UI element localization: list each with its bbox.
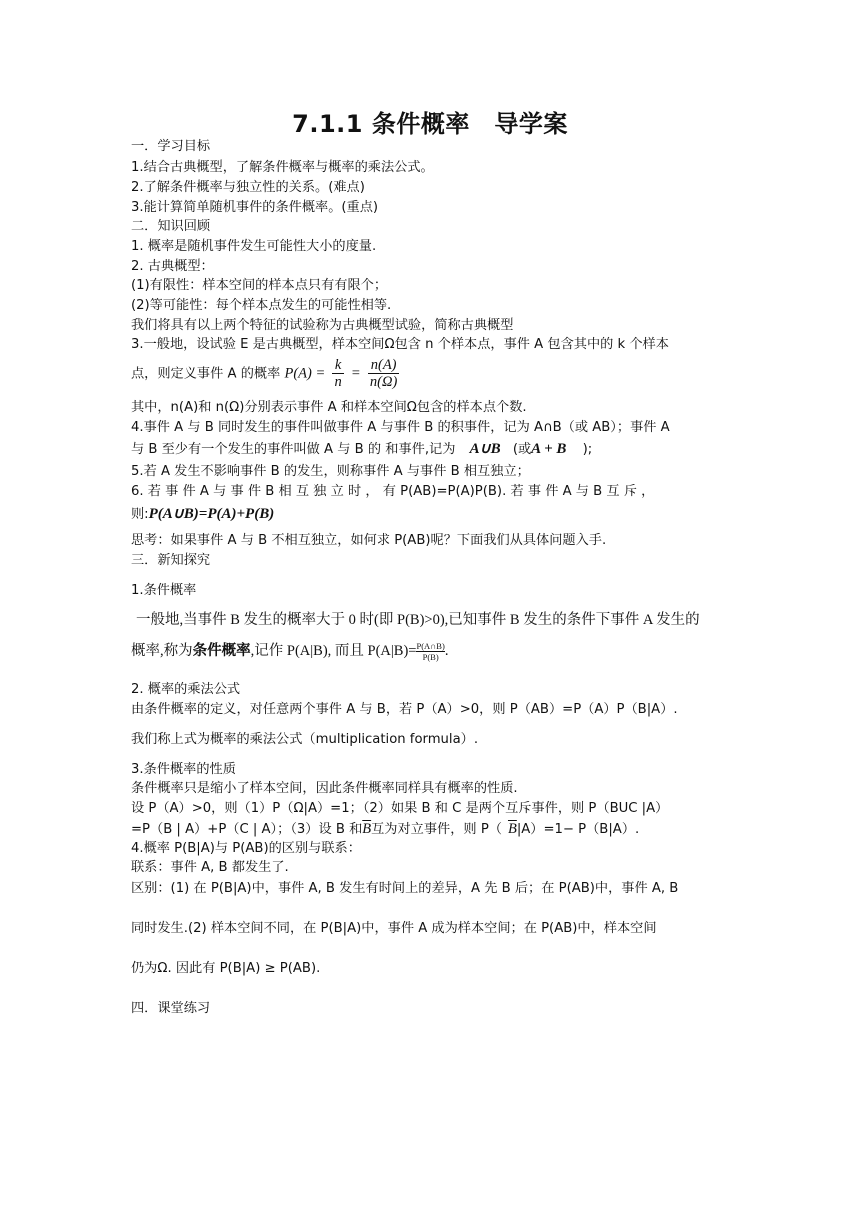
section-3-heading: 三．新知探究 <box>131 553 211 568</box>
review-point-6-line1: 6. 若 事 件 A 与 事 件 B 相 互 独 立 时 ， 有 P(AB)=P(A)P(B). 若 事 件 A 与 B 互 斥 ， <box>131 484 655 499</box>
definition-line1: 一般地,当事件 B 发生的概率大于 0 时(即 P(B)>0),已知事件 B 发生的条件下事件 A 发生的 <box>136 612 700 628</box>
subsection-properties: 3.条件概率的性质 <box>131 762 236 777</box>
review-point-3-line1: 3.一般地，设试验 E 是古典概型，样本空间Ω包含 n 个样本点，事件 A 包含其中的 k 个样本 <box>131 337 669 352</box>
mutually-exclusive-formula: P(A∪B)=P(A)+P(B) <box>148 506 275 522</box>
goal-item-3: 3.能计算简单随机事件的条件概率。(重点) <box>131 200 379 215</box>
difference-line1: 区别：(1) 在 P(B|A)中，事件 A, B 发生有时间上的差异，A 先 B 后；在 P(AB)中，事件 A, B <box>131 881 679 896</box>
section-2-heading: 二．知识回顾 <box>131 219 211 234</box>
page-title: 7.1.1 条件概率 导学案 <box>292 110 568 138</box>
denominator-n: n <box>334 374 342 390</box>
goal-item-1: 1.结合古典概型，了解条件概率与概率的乘法公式。 <box>131 160 434 175</box>
section-1-heading: 一．学习目标 <box>131 139 211 154</box>
then-text: 则: <box>131 507 149 522</box>
subsection-multiplication-formula: 2. 概率的乘法公式 <box>131 682 241 697</box>
difference-line2: 同时发生.(2) 样本空间不同，在 P(B|A)中，事件 A 成为样本空间；在 P(AB)中，样本空间 <box>131 921 657 936</box>
review-point-3-line3: 其中，n(A)和 n(Ω)分别表示事件 A 和样本空间Ω包含的样本点个数. <box>131 400 527 415</box>
review-point-4-line1: 4.事件 A 与 B 同时发生的事件叫做事件 A 与事件 B 的积事件，记为 A∩B（或 AB）；事件 A <box>131 420 670 435</box>
definition-line2 <box>131 641 448 662</box>
properties-line3-mid: 互为对立事件，则 P（ <box>371 822 502 837</box>
or-text: (或 <box>512 442 532 457</box>
numerator-nA: n(A) <box>368 357 399 374</box>
definition-end: . <box>444 642 449 659</box>
equals-sign: = <box>350 365 361 382</box>
semicolon-text: ); <box>582 442 593 457</box>
fraction-nA-over-nOmega <box>368 357 399 390</box>
difference-line3: 仍为Ω. 因此有 P(B|A) ≥ P(AB). <box>131 961 321 976</box>
properties-line2: 设 P（A）>0，则（1）P（Ω|A）=1；（2）如果 B 和 C 是两个互斥事件，则 P（BUC |A） <box>131 801 669 816</box>
review-point-2c: 我们将具有以上两个特征的试验称为古典概型试验，简称古典概型 <box>131 318 514 333</box>
prob-formula-lhs: P(A) = <box>284 365 326 382</box>
review-point-5: 5.若 A 发生不影响事件 B 的发生，则称事件 A 与事件 B 相互独立； <box>131 464 530 479</box>
multiplication-line2: 我们称上式为概率的乘法公式（multiplication formula）. <box>131 732 479 747</box>
sum-formula: A + B <box>531 441 567 457</box>
review-point-6-line2 <box>131 505 274 524</box>
fraction-numerator: P(A∩B) <box>416 641 445 651</box>
sum-event-text: 与 B 至少有一个发生的事件叫做 A 与 B 的 和事件,记为 <box>131 442 456 457</box>
b-complement-2: $\overline{B}$ <box>507 821 517 837</box>
properties-line1: 条件概率只是缩小了样本空间，因此条件概率同样具有概率的性质. <box>131 781 518 796</box>
properties-line3 <box>131 820 639 839</box>
review-point-2: 2. 古典概型： <box>131 259 214 274</box>
properties-line3-end: |A）=1− P（B|A）. <box>516 822 640 837</box>
think-question: 思考：如果事件 A 与 B 不相互独立，如何求 P(AB)呢？下面我们从具体问题入手. <box>131 533 607 548</box>
subsection-conditional-probability: 1.条件概率 <box>131 583 197 598</box>
union-formula: A∪B <box>469 441 501 457</box>
subsection-difference: 4.概率 P(B|A)与 P(AB)的区别与联系： <box>131 841 361 856</box>
definition-text-pre: 概率,称为 <box>131 642 193 659</box>
review-point-3-line2 <box>131 357 402 390</box>
fraction-k-over-n <box>332 357 343 390</box>
classical-prob-text: 点，则定义事件 A 的概率 <box>131 366 281 382</box>
definition-text-mid: ,记作 P(A|B), 而且 P(A|B)= <box>250 642 417 659</box>
denominator-nOmega: n(Ω) <box>369 374 398 390</box>
section-4-heading: 四．课堂练习 <box>131 1001 211 1016</box>
relation-text: 联系：事件 A, B 都发生了. <box>131 860 289 875</box>
conditional-prob-fraction <box>416 641 444 662</box>
definition-term: 条件概率 <box>192 642 251 659</box>
review-point-4-line2 <box>131 440 592 459</box>
numerator-k: k <box>332 357 343 374</box>
goal-item-2: 2.了解条件概率与独立性的关系。(难点) <box>131 180 365 195</box>
review-point-2a: (1)有限性：样本空间的样本点只有有限个； <box>131 278 388 293</box>
fraction-denominator: P(B) <box>422 652 439 662</box>
multiplication-line1: 由条件概率的定义，对任意两个事件 A 与 B，若 P（A）>0，则 P（AB）=P（A）P（B|A）. <box>131 702 678 717</box>
properties-line3-pre: =P（B | A）+P（C | A）；（3）设 B 和 <box>131 822 363 837</box>
review-point-2b: (2)等可能性：每个样本点发生的可能性相等. <box>131 298 392 313</box>
b-complement: $\overline{B}$ <box>362 821 372 837</box>
review-point-1: 1. 概率是随机事件发生可能性大小的度量. <box>131 239 377 254</box>
